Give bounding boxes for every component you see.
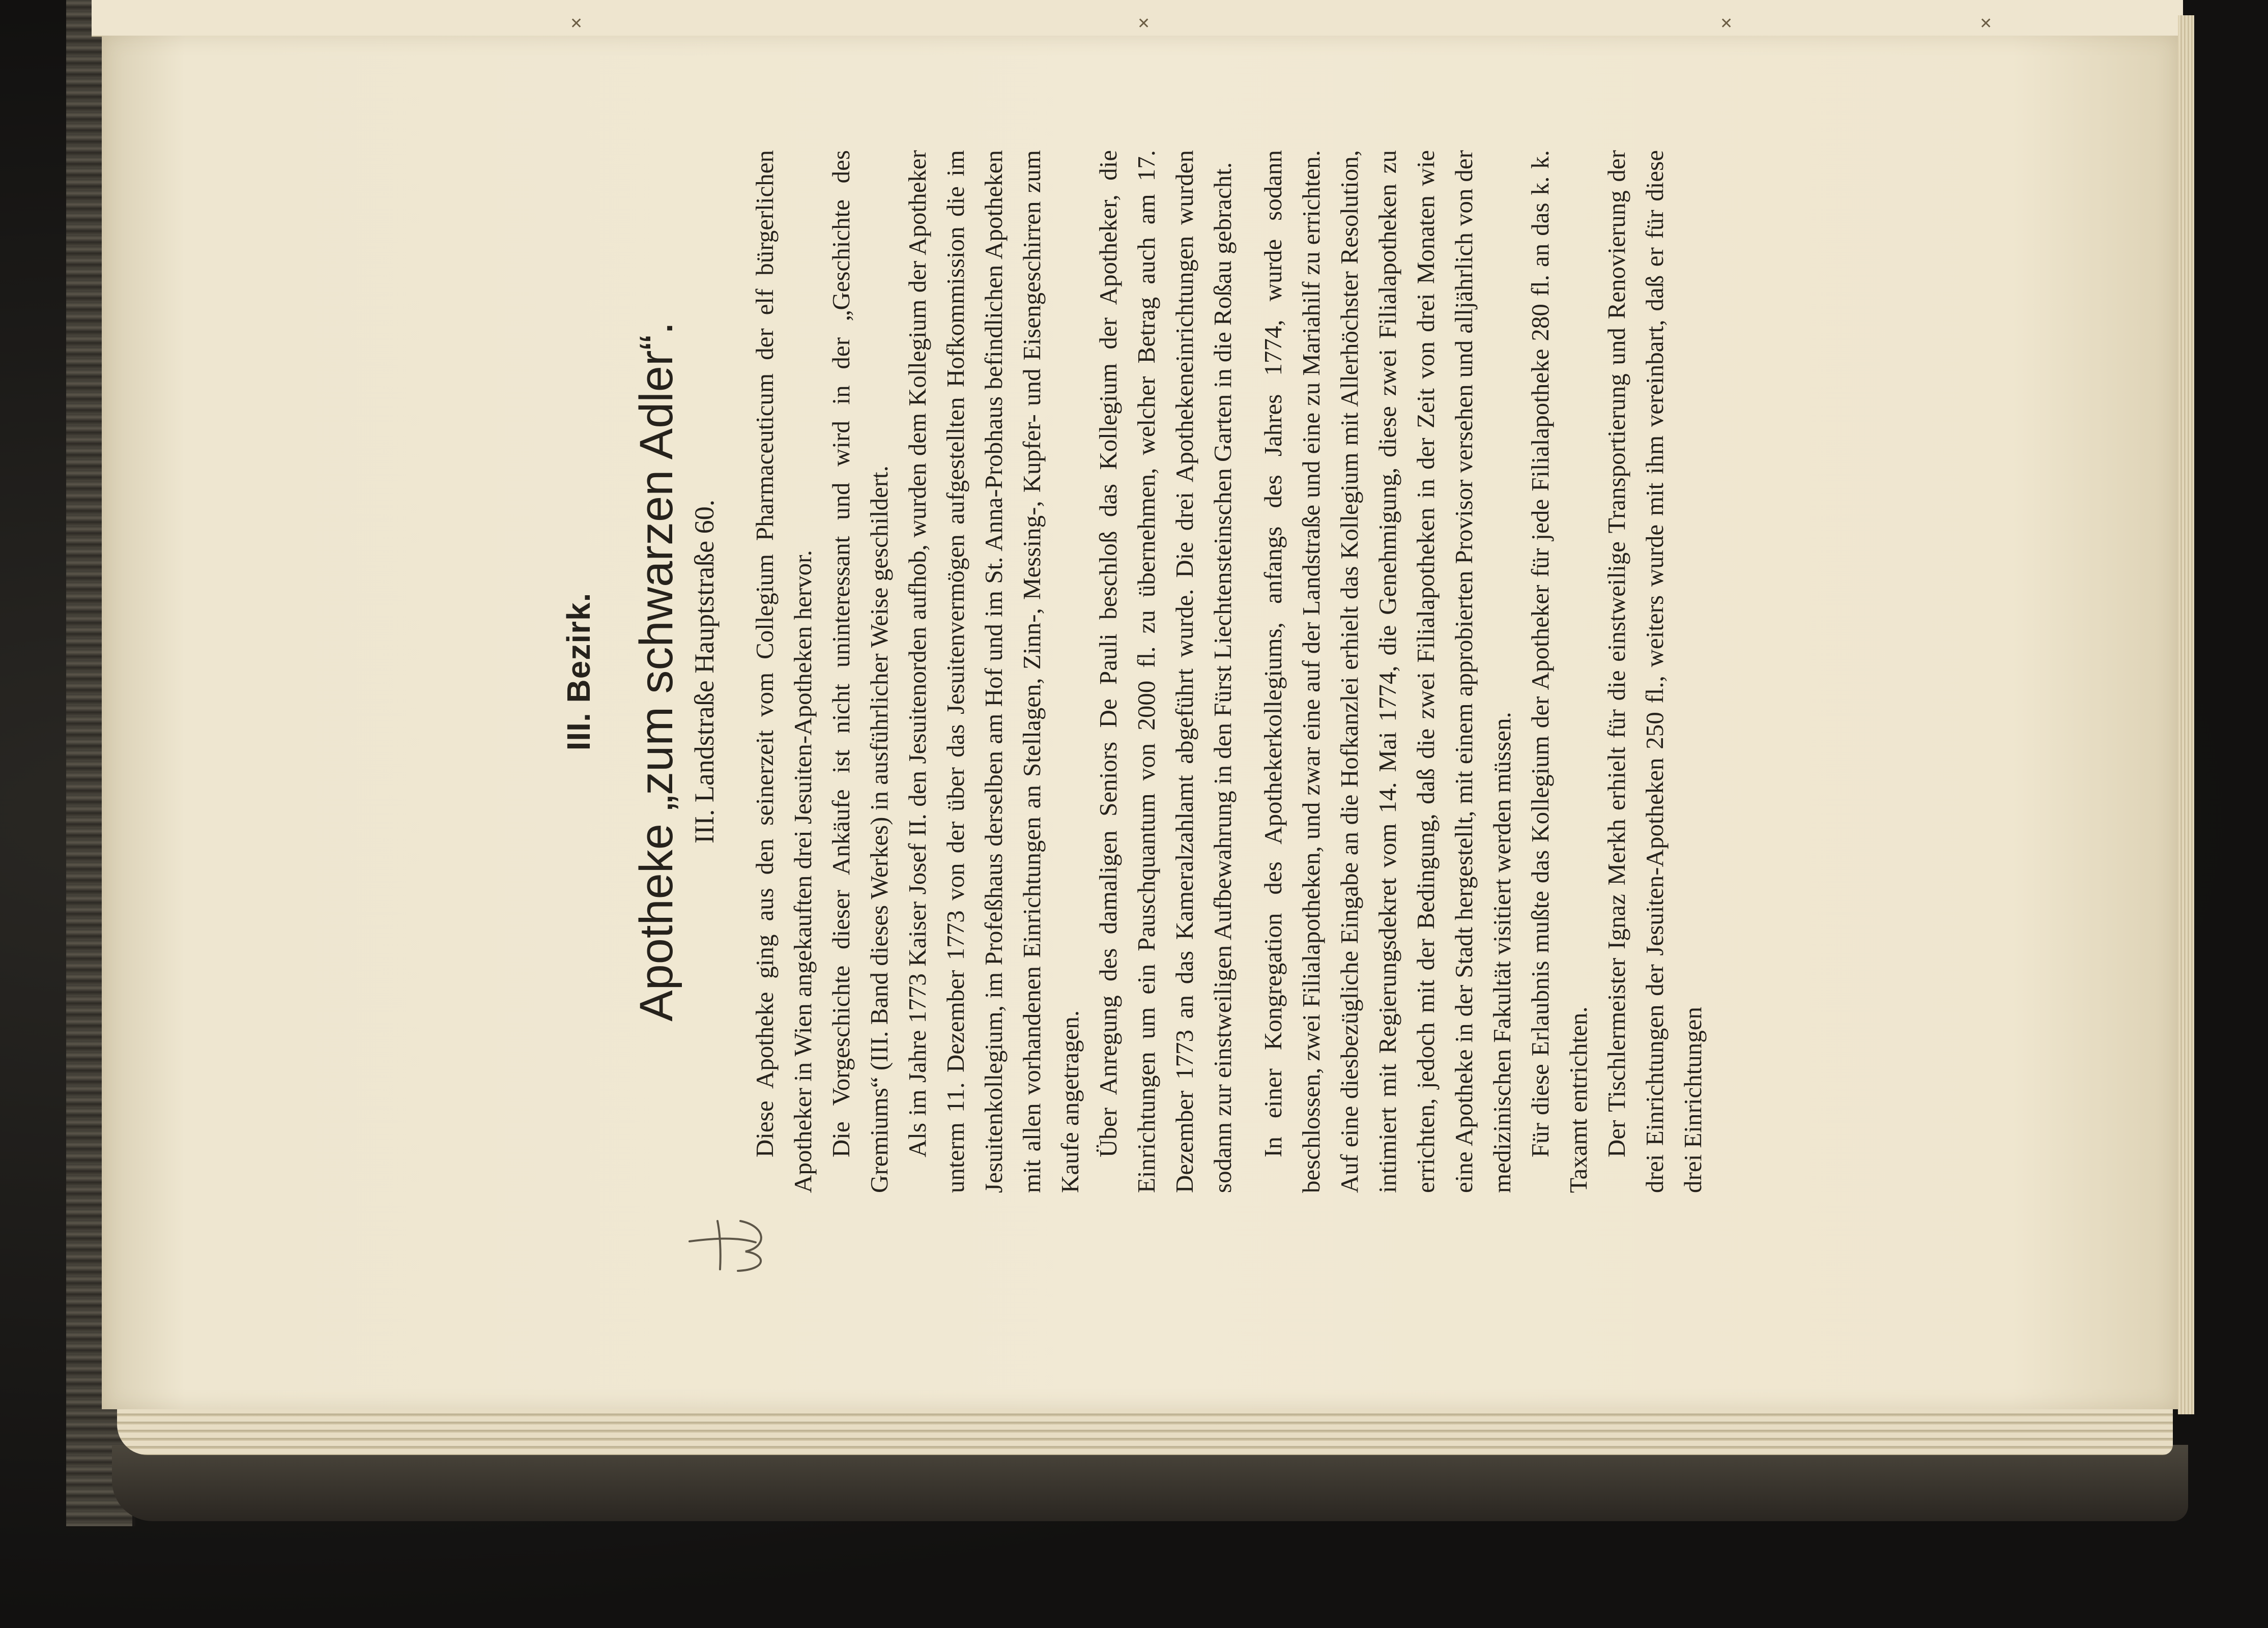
page-title: Apotheke „zum schwarzen Adler“.: [630, 322, 682, 1022]
paragraph: Über Anregung des damaligen Seniors De Pauli beschloß das Kollegium der Apotheker, die Einrichtungen um ein Pauschquantum von 2000 fl. zu übernehmen, welcher Betrag auch am 17. Dezember 1773 an das Kameralzahlamt abgeführt wurde. Die drei Apothekeneinrichtungen wurden sodann zur einstweiligen Aufbewahrung in den Fürst Liechtensteinschen Garten in die Roßau gebracht.: [1094, 150, 1237, 1193]
page-fore-edge: [2178, 15, 2194, 1414]
paragraph: Die Vorgeschichte dieser Ankäufe ist nicht uninteressant und wird in der „Geschichte des Gremiums“ (III. Band dieses Werkes) in ausführlicher Weise geschildert.: [827, 150, 894, 1193]
binding-stitch-mark: ✕: [1979, 15, 1993, 33]
address-line: III. Landstraße Hauptstraße 60.: [689, 499, 720, 844]
section-heading: III. Bezirk.: [560, 592, 597, 751]
paragraph: Für diese Erlaubnis mußte das Kollegium der Apotheker für jede Filialapotheke 280 fl. an das k. k. Taxamt entrichten.: [1526, 150, 1593, 1193]
binding-stitch-mark: ✕: [1720, 15, 1733, 33]
page-text-block: [560, 150, 1832, 1193]
binding-stitch-mark: ✕: [570, 15, 583, 33]
paragraph: In einer Kongregation des Apothekerkollegiums, anfangs des Jahres 1774, wurde sodann beschlossen, zwei Filialapotheken, und zwar eine auf der Landstraße und eine zu Mariahilf zu errichten. Auf eine diesbezügliche Eingabe an die Hofkanzlei erhielt das Kollegium mit Allerhöchster Resolution, intimiert mit Regierungsdekret vom 14. Mai 1774, die Genehmigung, diese zwei Filialapotheken zu errichten, jedoch mit der Bedingung, daß die zwei Filialapotheken in der Zeit von drei Monaten wie eine Apotheke in der Stadt hergestellt, mit einem approbierten Provisor versehen und alljährlich von der medizinischen Fakultät visitiert werden müssen.: [1259, 150, 1516, 1193]
paragraph: Der Tischlermeister Ignaz Merkh erhielt für die einstweilige Transportierung und Renovierung der drei Einrichtungen der Jesuiten-Apotheken 250 fl., weiters wurde mit ihm vereinbart, daß er für diese drei Einrichtungen: [1602, 150, 1707, 1193]
book-cover-edge: [112, 1445, 2188, 1521]
binding-stitch-mark: ✕: [1137, 15, 1151, 33]
paragraph: Als im Jahre 1773 Kaiser Josef II. den Jesuitenorden aufhob, wurden dem Kollegium der Apotheker unterm 11. Dezember 1773 von der über das Jesuitenvermögen aufgestellten Hofkommission die im Jesuitenkollegium, im Profeßhaus derselben am Hof und im St. Anna-Probhaus befindlichen Apotheken mit allen vorhandenen Einrichtungen an Stellagen, Zinn-, Messing-, Kupfer- und Eisengeschirren zum Kaufe angetragen.: [903, 150, 1084, 1193]
handwritten-pencil-mark: [679, 1211, 781, 1277]
paragraph: Diese Apotheke ging aus den seinerzeit vom Collegium Pharmaceuticum der elf bürgerlichen Apotheker in Wien angekauften drei Jesuiten-Apotheken hervor.: [751, 150, 817, 1193]
